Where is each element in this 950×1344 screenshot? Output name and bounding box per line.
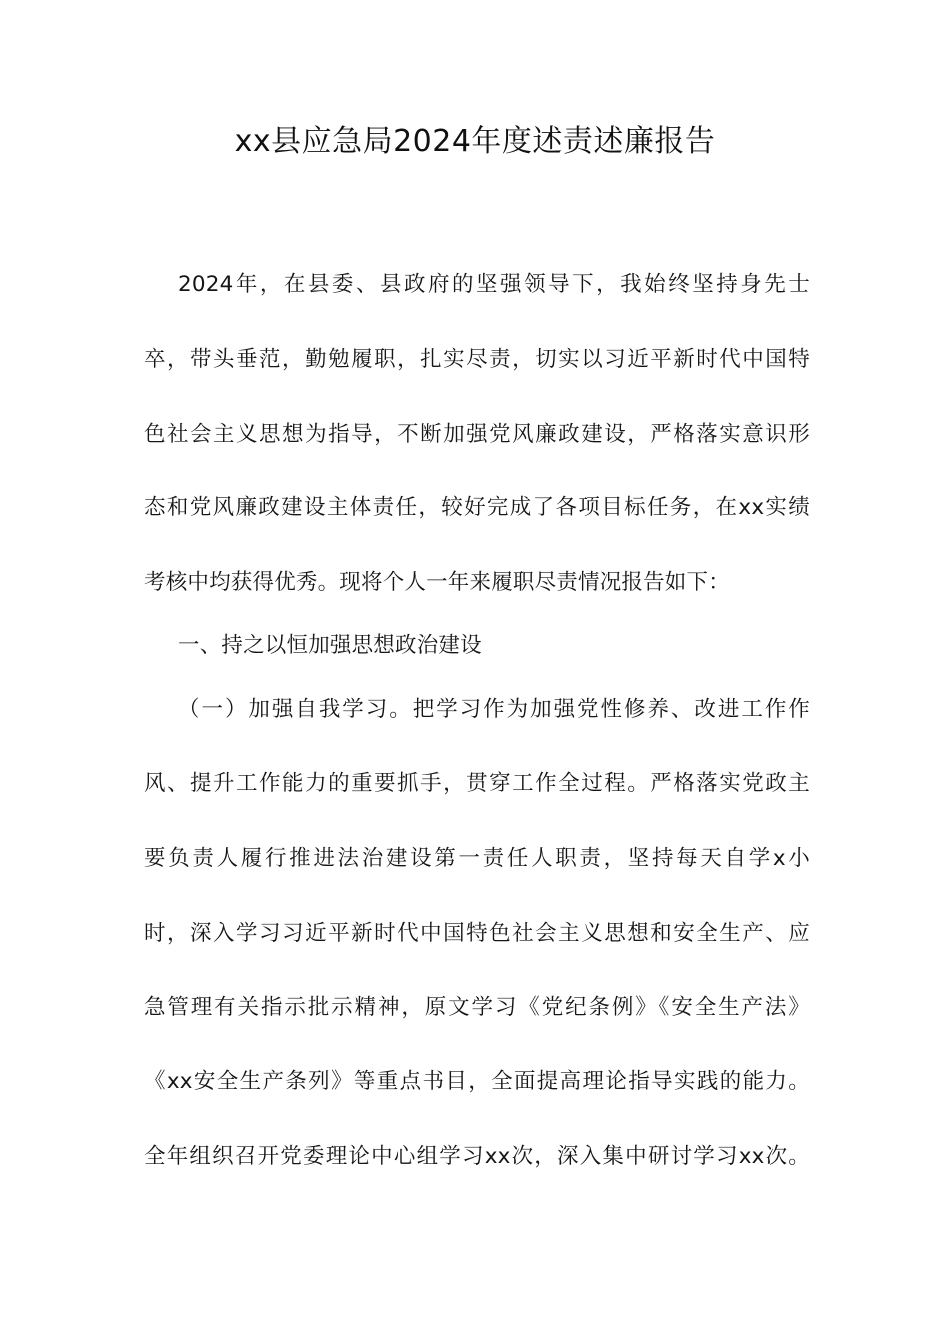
paragraph-line: 卒，带头垂范，勤勉履职，扎实尽责，切实以习近平新时代中国特 [144,347,810,372]
paragraph-line: 时，深入学习习近平新时代中国特色社会主义思想和安全生产、应 [144,921,810,946]
section-heading: 一、持之以恒加强思想政治建设 [178,633,482,658]
paragraph-line: 《xx安全生产条列》等重点书目，全面提高理论指导实践的能力。 [144,1069,810,1094]
paragraph-line: 2024年，在县委、县政府的坚强领导下，我始终坚持身先士 [178,272,810,297]
paragraph-line: 急管理有关指示批示精神，原文学习《党纪条例》《安全生产法》 [144,995,810,1020]
paragraph-line: 色社会主义思想为指导，不断加强党风廉政建设，严格落实意识形 [144,422,810,447]
paragraph-line: 要负责人履行推进法治建设第一责任人职责，坚持每天自学x小 [144,846,810,871]
document-title: xx县应急局2024年度述责述廉报告 [234,124,716,159]
paragraph-line: 风、提升工作能力的重要抓手，贯穿工作全过程。严格落实党政主 [144,771,810,796]
paragraph-line: 全年组织召开党委理论中心组学习xx次，深入集中研讨学习xx次。 [144,1144,810,1169]
paragraph-line: 态和党风廉政建设主体责任，较好完成了各项目标任务，在xx实绩 [144,495,810,520]
paragraph-line: （一）加强自我学习。把学习作为加强党性修养、改进工作作 [178,697,810,722]
paragraph-line: 考核中均获得优秀。现将个人一年来履职尽责情况报告如下： [144,570,730,595]
